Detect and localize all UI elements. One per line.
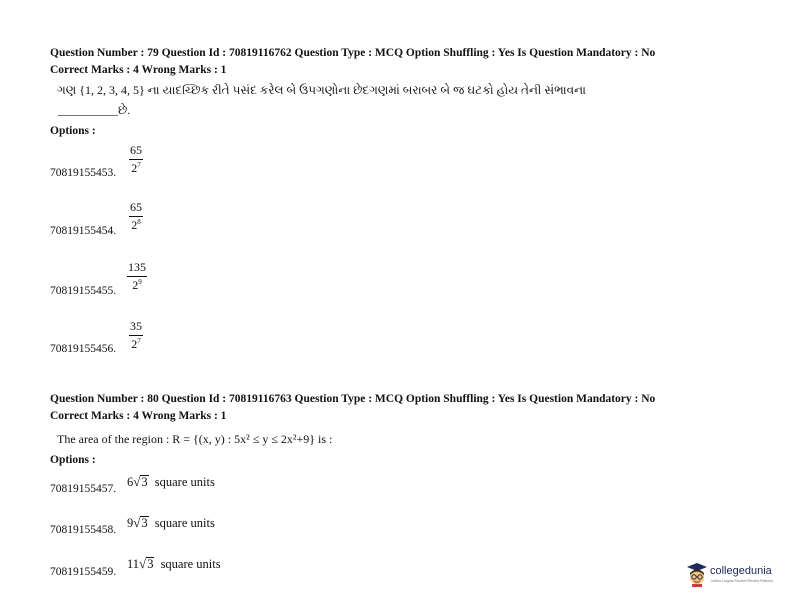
- option-id: 70819155459.: [50, 566, 117, 578]
- sqrt-expression: [127, 556, 221, 572]
- logo-name: collegedunia: [710, 565, 772, 577]
- q79-header-line1: Question Number : 79 Question Id : 70819116762 Question Type : MCQ Option Shuffling : Yes Is Question Mandatory : No: [50, 47, 656, 59]
- unit-label: square units: [154, 516, 215, 530]
- q80-question-text: The area of the region : R = {(x, y) : 5x² ≤ y ≤ 2x²+9} is :: [57, 432, 333, 446]
- denominator-exponent: 8: [137, 218, 141, 226]
- option-id: 70819155457.: [50, 483, 117, 495]
- denominator-exponent: 7: [137, 161, 141, 169]
- option-id: 70819155454.: [50, 225, 117, 237]
- q79-question-text: ગણ {1, 2, 3, 4, 5} ના યાદચ્છિક રીતે પસંદ કરેલ બે ઉપગણોના છેદગણમાં બરાબર બે જ ઘટકો હોય તેની સંભાવના: [57, 83, 586, 97]
- collegedunia-logo: [686, 561, 786, 591]
- coefficient: 11: [127, 557, 140, 571]
- q80-header-line1: Question Number : 80 Question Id : 70819116763 Question Type : MCQ Option Shuffling : Yes Is Question Mandatory : No: [50, 393, 656, 405]
- q79-header-line2: Correct Marks : 4 Wrong Marks : 1: [50, 64, 227, 76]
- radicand: 3: [141, 475, 148, 489]
- option-id: 70819155455.: [50, 285, 117, 297]
- fraction: [129, 143, 143, 176]
- denominator-exponent: 7: [137, 337, 141, 345]
- radicand: 3: [147, 557, 154, 571]
- option-id: 70819155456.: [50, 343, 117, 355]
- unit-label: square units: [154, 475, 215, 489]
- denominator-base: 2: [131, 337, 138, 351]
- numerator: 65: [129, 200, 143, 217]
- unit-label: square units: [160, 557, 221, 571]
- numerator: 135: [127, 260, 147, 277]
- q79-options-label: Options :: [50, 125, 96, 137]
- denominator-base: 2: [131, 218, 138, 232]
- denominator-exponent: 9: [138, 278, 142, 286]
- radicand: 3: [141, 516, 148, 530]
- student-mascot-icon: [686, 563, 708, 587]
- q79-question-blank: __________છે.: [58, 103, 131, 117]
- numerator: 35: [129, 319, 143, 336]
- coefficient: 9: [127, 516, 134, 530]
- q80-header-line2: Correct Marks : 4 Wrong Marks : 1: [50, 410, 227, 422]
- sqrt-expression: [127, 474, 215, 490]
- radical-sign: √: [133, 515, 141, 530]
- option-id: 70819155453.: [50, 167, 117, 179]
- sqrt-expression: [127, 515, 215, 531]
- denominator-base: 2: [132, 278, 139, 292]
- radical-sign: √: [139, 556, 147, 571]
- radical-sign: √: [133, 474, 141, 489]
- coefficient: 6: [127, 475, 134, 489]
- fraction: [129, 200, 143, 233]
- fraction: [127, 260, 147, 293]
- logo-tagline: India's Largest Student Review Platform: [711, 579, 774, 583]
- option-id: 70819155458.: [50, 524, 117, 536]
- denominator-base: 2: [131, 161, 138, 175]
- q80-options-label: Options :: [50, 454, 96, 466]
- numerator: 65: [129, 143, 143, 160]
- fraction: [129, 319, 143, 352]
